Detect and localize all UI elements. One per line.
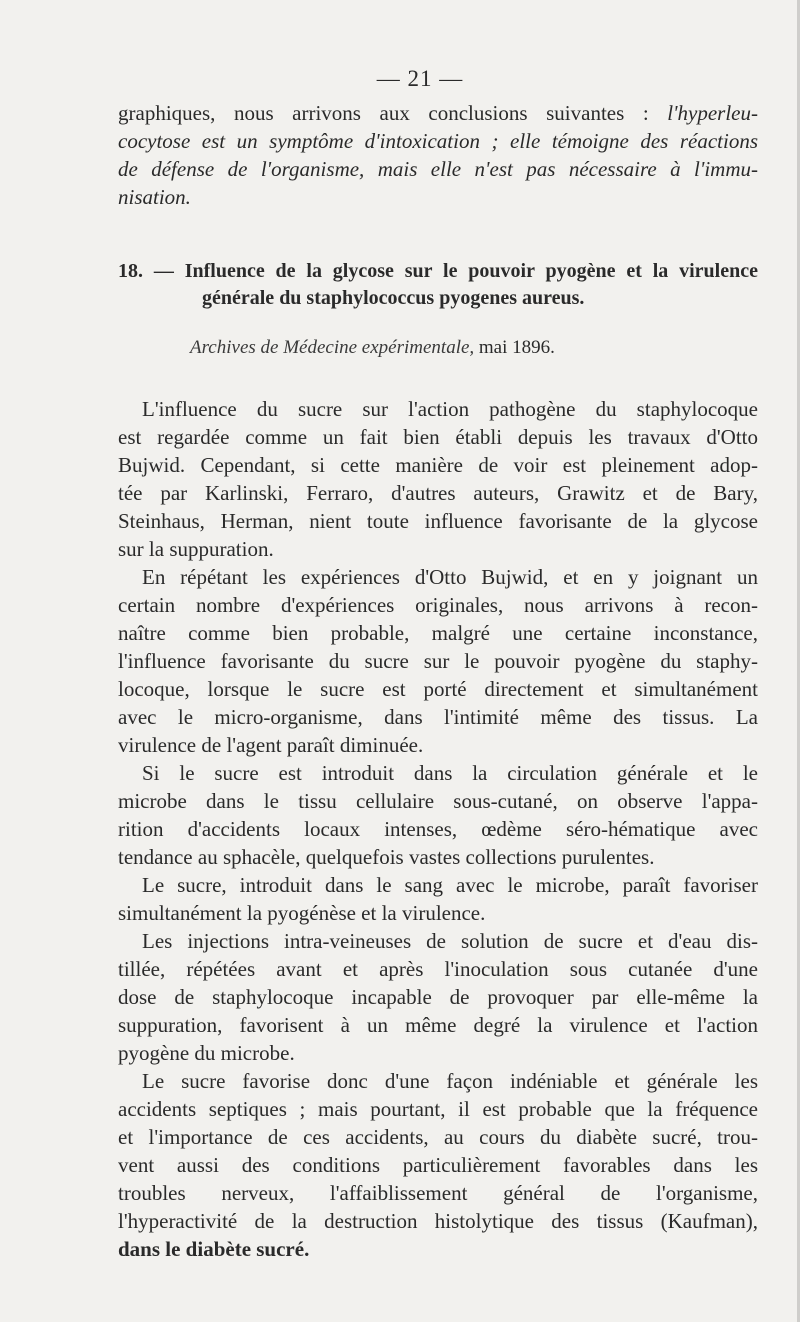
entry-title-line-1: 18. — Influence de la glycose sur le pouvoir pyogène et la virulence	[118, 260, 758, 282]
body-line: tillée, répétées avant et après l'inoculation sous cutanée d'une	[118, 957, 758, 981]
body-line: accidents septiques ; mais pourtant, il est probable que la fréquence	[118, 1097, 758, 1121]
body-line: Le sucre favorise donc d'une façon indéniable et générale les	[142, 1069, 758, 1093]
entry-source	[190, 332, 555, 362]
body-line: l'hyperactivité de la destruction histolytique des tissus (Kaufman),	[118, 1209, 758, 1233]
body-line: virulence de l'agent paraît diminuée.	[118, 733, 424, 757]
body-line: naître comme bien probable, malgré une certaine inconstance,	[118, 621, 758, 645]
body-line: Steinhaus, Herman, nient toute influence favorisante de la glycose	[118, 509, 758, 533]
page-number: — 21 —	[376, 66, 464, 91]
body-line: locoque, lorsque le sucre est porté directement et simultanément	[118, 677, 758, 701]
body-line: microbe dans le tissu cellulaire sous-cutané, on observe l'appa-	[118, 789, 758, 813]
body-line: tée par Karlinski, Ferraro, d'autres auteurs, Grawitz et de Bary,	[118, 481, 758, 505]
body-line: avec le micro-organisme, dans l'intimité même des tissus. La	[118, 705, 758, 729]
intro-line-2: cocytose est un symptôme d'intoxication ; elle témoigne des réactions	[118, 129, 758, 153]
body-line: l'influence favorisante du sucre sur le pouvoir pyogène du staphy-	[118, 649, 758, 673]
body-line: simultanément la pyogénèse et la virulence.	[118, 901, 486, 925]
body-line: et l'importance de ces accidents, au cours du diabète sucré, trou-	[118, 1125, 758, 1149]
intro-line-1-text: graphiques, nous arrivons aux conclusions suivantes :	[118, 101, 668, 125]
intro-line-4: nisation.	[118, 185, 191, 209]
body-line: est regardée comme un fait bien établi depuis les travaux d'Otto	[118, 425, 758, 449]
intro-line-3: de défense de l'organisme, mais elle n'est pas nécessaire à l'immu-	[118, 157, 758, 181]
entry-title-line-2: générale du staphylococcus pyogenes aureus.	[202, 287, 585, 309]
body-line: dans le diabète sucré.	[118, 1237, 310, 1261]
body-line: Si le sucre est introduit dans la circulation générale et le	[142, 761, 758, 785]
body-line: pyogène du microbe.	[118, 1041, 295, 1065]
body-line: sur la suppuration.	[118, 537, 274, 561]
body-line: En répétant les expériences d'Otto Bujwid, et en y joignant un	[142, 565, 758, 589]
intro-line-1-italic: l'hyperleu-	[667, 101, 758, 125]
body-line: Les injections intra-veineuses de solution de sucre et d'eau dis-	[142, 929, 758, 953]
body-line: Bujwid. Cependant, si cette manière de voir est pleinement adop-	[118, 453, 758, 477]
body-line: troubles nerveux, l'affaiblissement général de l'organisme,	[118, 1181, 758, 1205]
body-line: dose de staphylocoque incapable de provoquer par elle-même la	[118, 985, 758, 1009]
body-line: Le sucre, introduit dans le sang avec le microbe, paraît favoriser	[142, 873, 758, 897]
body-line: tendance au sphacèle, quelquefois vastes collections purulentes.	[118, 845, 655, 869]
body-line: suppuration, favorisent à un même degré la virulence et l'action	[118, 1013, 758, 1037]
body-line: L'influence du sucre sur l'action pathogène du staphylocoque	[142, 397, 758, 421]
source-journal: Archives de Médecine expérimentale,	[190, 337, 475, 358]
intro-line-1	[118, 99, 758, 127]
source-date: mai 1896.	[474, 337, 555, 358]
body-line: certain nombre d'expériences originales, nous arrivons à recon-	[118, 593, 758, 617]
body-line: vent aussi des conditions particulièrement favorables dans les	[118, 1153, 758, 1177]
body-line: rition d'accidents locaux intenses, œdème séro-hématique avec	[118, 817, 758, 841]
